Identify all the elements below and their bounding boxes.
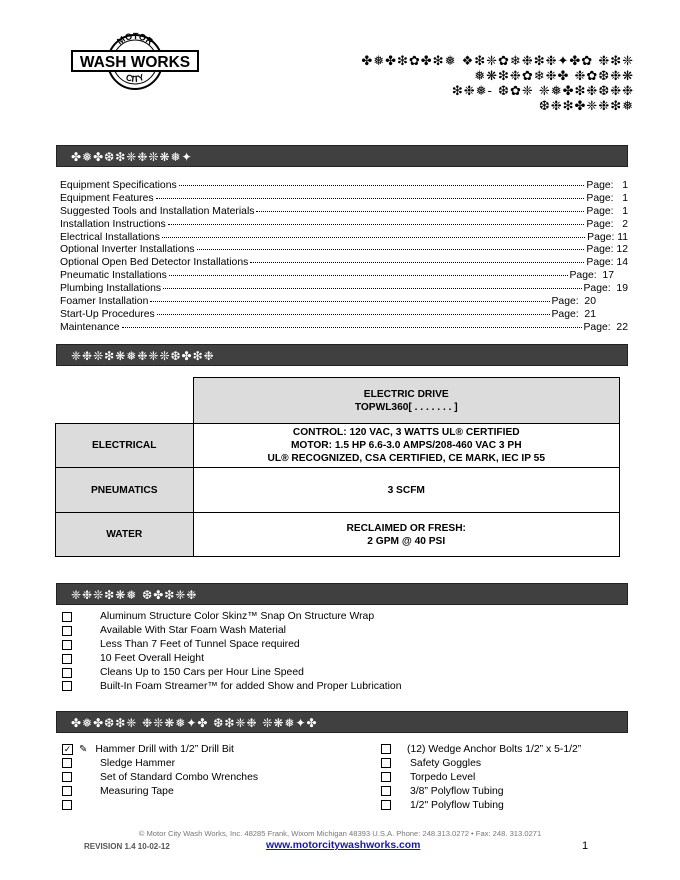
checkbox[interactable] — [62, 681, 72, 691]
logo-main-text: WASH WORKS — [79, 54, 191, 71]
table-header: ELECTRIC DRIVE TOPWL360[ . . . . . . . ] — [193, 378, 620, 424]
toc-entry[interactable]: Foamer Installation Page: 20 — [60, 296, 596, 308]
checkbox[interactable] — [62, 626, 72, 636]
list-item: Cleans Up to 150 Cars per Hour Line Speed — [62, 666, 401, 680]
water-value: RECLAIMED OR FRESH: 2 GPM @ 40 PSI — [193, 513, 620, 557]
revision-label: REVISION 1.4 10-02-12 — [84, 842, 170, 851]
page-number: 1 — [582, 840, 589, 852]
list-item — [62, 798, 258, 812]
section-bar-features — [56, 583, 628, 605]
checkbox[interactable] — [381, 772, 391, 782]
toc-entry[interactable]: Optional Open Bed Detector Installations Page: 14 — [60, 257, 628, 269]
tools-list-right — [381, 742, 581, 812]
section-title: ❈❉❊❇❋❅ ❆✤❇❈❉ — [71, 588, 198, 602]
pneumatics-value: 3 SCFM — [193, 468, 620, 513]
toc-entry[interactable]: Start-Up Procedures Page: 21 — [60, 308, 596, 320]
list-item: 3/8” Polyflow Tubing — [381, 784, 581, 798]
list-item: (12) Wedge Anchor Bolts 1/2” x 5-1/2” — [381, 742, 581, 756]
specifications-table — [55, 377, 620, 557]
toc-entry[interactable]: Suggested Tools and Installation Materials Page: 1 — [60, 205, 628, 217]
checkbox[interactable] — [381, 786, 391, 796]
checkbox[interactable] — [62, 772, 72, 782]
company-logo — [70, 32, 200, 92]
document-title — [361, 54, 634, 114]
toc-entry[interactable]: Maintenance Page: 22 — [60, 321, 628, 333]
list-item: Safety Goggles — [381, 756, 581, 770]
checkbox[interactable] — [62, 758, 72, 768]
list-item: Aluminum Structure Color Skinz™ Snap On Structure Wrap — [62, 610, 401, 624]
list-item: Torpedo Level — [381, 770, 581, 784]
checkbox[interactable] — [381, 800, 391, 810]
website-link[interactable]: www.motorcitywashworks.com — [266, 840, 421, 851]
section-bar-specifications — [56, 344, 628, 366]
title-line: ❇❉❅- ❆✿❈ ❈❅✤❇❉❆❉❉ — [451, 84, 634, 99]
toc-entry[interactable]: Plumbing Installations Page: 19 — [60, 283, 628, 295]
section-title: ✤❅✤❆❇❈ ❉❊❋❅✦✤ ❆❇❈❉ ❊❋❅✦✤ — [71, 716, 318, 730]
section-title: ❈❉❊❇❋❅❉❈❊❆✤❇❉ — [71, 349, 215, 363]
row-label-electrical: ELECTRICAL — [56, 424, 194, 468]
list-item: Measuring Tape — [62, 784, 258, 798]
list-item: Set of Standard Combo Wrenches — [62, 770, 258, 784]
section-bar-contents — [56, 145, 628, 167]
checkbox[interactable] — [381, 758, 391, 768]
section-bar-tools — [56, 711, 628, 733]
list-item: Available With Star Foam Wash Material — [62, 624, 401, 638]
list-item: Built-In Foam Streamer™ for added Show and Proper Lubrication — [62, 679, 401, 693]
row-label-water: WATER — [56, 513, 194, 557]
list-item: Less Than 7 Feet of Tunnel Space required — [62, 638, 401, 652]
title-line: ❅❋❇❉✿❄❉✤ ❉✿❆❉❋ — [474, 69, 634, 84]
toc-entry[interactable]: Equipment Specifications Page: 1 — [60, 180, 628, 191]
toc-entry[interactable]: Installation Instructions Page: 2 — [60, 218, 628, 230]
checkbox[interactable] — [62, 612, 72, 622]
checkbox[interactable] — [62, 640, 72, 650]
title-line: ❆❉❇✤❈❉❇❅ — [538, 99, 634, 114]
row-label-pneumatics: PNEUMATICS — [56, 468, 194, 513]
list-item: ✓ ✎ Hammer Drill with 1/2” Drill Bit — [63, 743, 234, 755]
tools-list-left — [62, 742, 258, 812]
logo-top-text: MOTOR — [115, 32, 155, 47]
electrical-value: CONTROL: 120 VAC, 3 WATTS UL® CERTIFIED MOTOR: 1.5 HP 6.6-3.0 AMPS/208-460 VAC 3 PH UL® RECOGNIZED, CSA CERTIFIED, CE MARK, IEC IP 55 — [193, 424, 620, 468]
checkbox[interactable] — [62, 800, 72, 810]
title-line: ✤❅✤❇✿✤❇❅ ❖❇❈✿❄❉❇❉✦✤✿ ❉❇❈ — [361, 54, 634, 69]
table-of-contents — [60, 180, 628, 335]
checkbox[interactable] — [62, 668, 72, 678]
features-list — [62, 610, 401, 693]
checkbox[interactable] — [62, 654, 72, 664]
pencil-icon: ✎ — [79, 743, 88, 755]
toc-entry[interactable]: Pneumatic Installations Page: 17 — [60, 270, 614, 282]
toc-entry[interactable]: Electrical Installations Page: 11 — [60, 231, 628, 243]
footer-copyright: © Motor City Wash Works, Inc. 48285 Frank, Wixom Michigan 48393 U.S.A. Phone: 248.313.0272 • Fax: 248. 313.0271 — [138, 829, 542, 838]
checkbox[interactable] — [381, 744, 391, 754]
section-title: ✤❅✤❆❇❈❉❊❋❅✦ — [71, 150, 193, 164]
checkbox[interactable] — [62, 786, 72, 796]
table-corner — [56, 378, 194, 424]
list-item: Sledge Hammer — [62, 756, 258, 770]
toc-entry[interactable]: Optional Inverter Installations Page: 12 — [60, 244, 628, 256]
logo-bottom-text: CITY — [124, 71, 146, 85]
checkbox-checked[interactable]: ✓ — [63, 743, 72, 754]
list-item: 10 Feet Overall Height — [62, 652, 401, 666]
list-item: 1/2" Polyflow Tubing — [381, 798, 581, 812]
toc-entry[interactable]: Equipment Features Page: 1 — [60, 192, 628, 204]
